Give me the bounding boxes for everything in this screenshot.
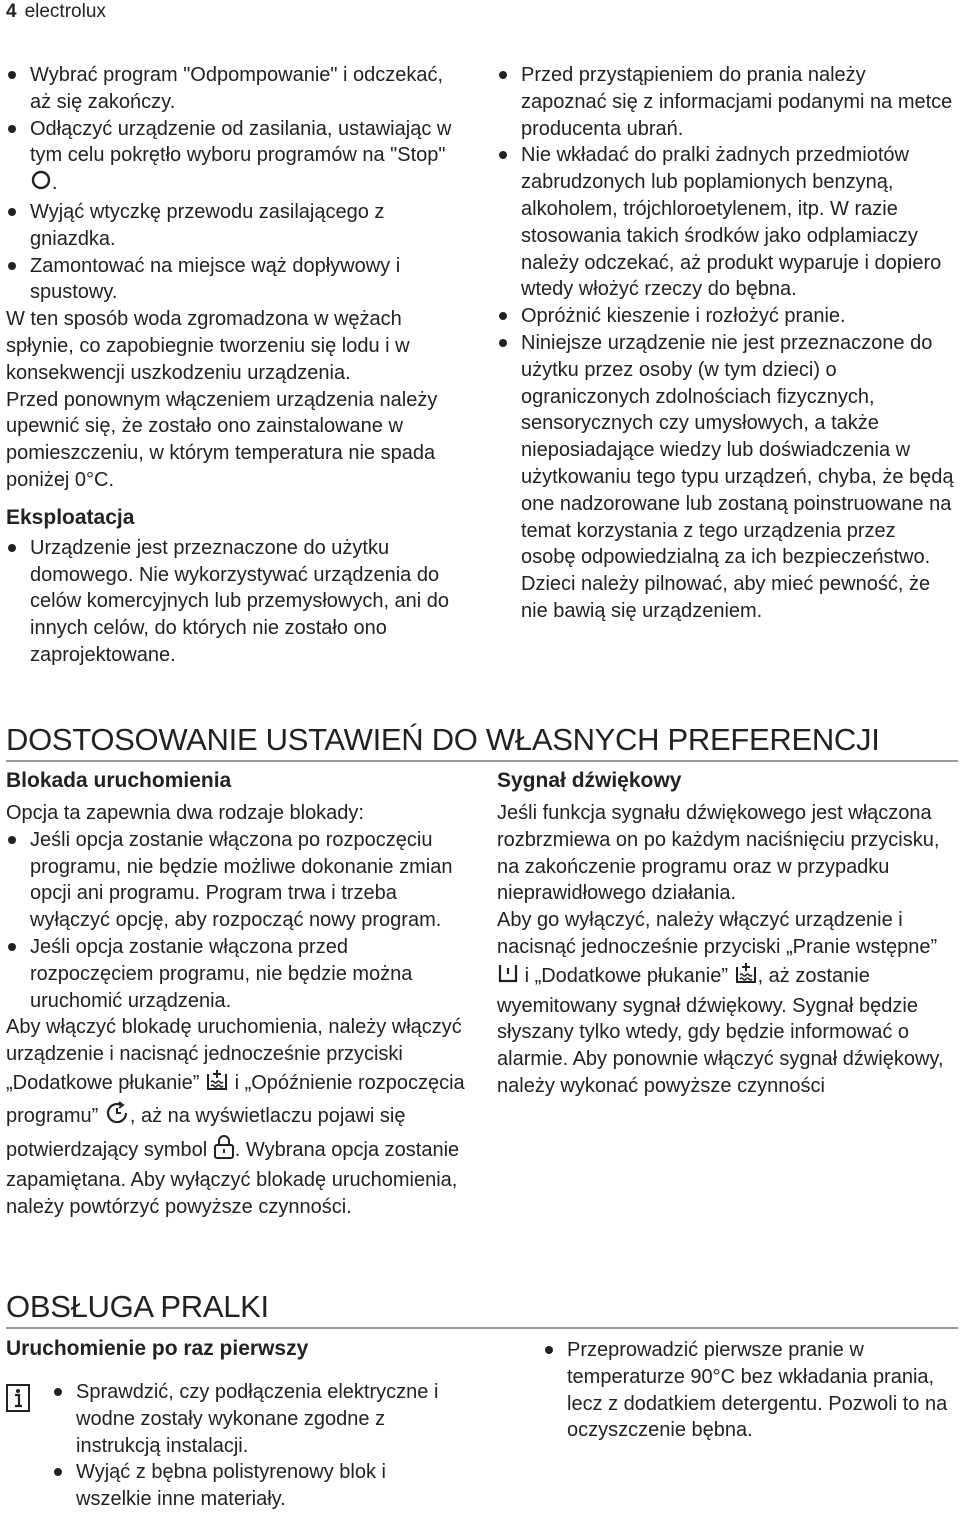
delay-start-icon [104,1100,130,1134]
list-item: Odłączyć urządzenie od zasilania, ustawiając w tym celu pokrętło wyboru programów na "Stop" . [6,116,468,199]
brand-name: electrolux [24,1,106,22]
subsection-heading: Blokada uruchomienia [6,769,232,792]
list-item: Urządzenie jest przeznaczone do użytku domowego. Nie wykorzystywać urządzenia do celów komercyjnych lub przemysłowych, ani do innych celów, do których nie zostało ono zaprojektowane. [6,535,468,669]
list-item: Jeśli opcja zostanie włączona po rozpoczęciu programu, nie będzie możliwe dokonanie zmian opcji ani programu. Program trwa i trzeba wyłączyć opcję, aby rozpocząć nowy program. [6,827,468,934]
right-column-top [497,62,955,625]
subsection-heading: Sygnał dźwiękowy [497,769,682,792]
lock-icon [213,1134,235,1168]
page-number: 4 [6,1,17,22]
page-header [6,0,106,24]
left-column-top [6,62,468,669]
paragraph: Aby go wyłączyć, należy włączyć urządzenie i nacisnąć jednocześnie przyciski „Pranie wstępne” i „Dodatkowe płukanie” , aż zostanie wyemitowany sygnał dźwiękowy. Sygnał będzie słyszany tylko wtedy, gdy będzie informować o alarmie. Aby ponownie włączyć sygnał dźwiękowy, należy wykonać powyższe czynności [497,909,944,1097]
list-item: Przed przystąpieniem do prania należy zapoznać się z informacjami podanymi na metce producenta ubrań. [497,62,955,142]
sound-column [497,768,955,1100]
stop-circle-icon [30,169,52,199]
section-divider [6,760,958,762]
list-item: Niniejsze urządzenie nie jest przeznaczone do użytku przez osoby (w tym dzieci) o ograniczonych zdolnościach fizycznych, sensorycznych czy umysłowych, a także nieposiadające wiedzy lub doświadczenia w użytkowaniu tego typu urządzeń, chyba, że będą one nadzorowane lub zostaną poinstruowane na temat korzystania z tego urządzenia przez osobę odpowiedzialną za ich bezpieczeństwo. Dzieci należy pilnować, aby mieć pewność, że nie bawią się urządzeniem. [497,330,955,625]
paragraph: W ten sposób woda zgromadzona w wężach spłynie, co zapobiegnie tworzeniu się lodu i w konsekwencji uszkodzeniu urządzenia. [6,308,410,384]
paragraph: Przed ponownym włączeniem urządzenia należy upewnić się, że zostało ono zainstalowane w pomieszczeniu, w którym temperatura nie spada poniżej 0°C. [6,388,438,491]
info-icon [6,1384,30,1417]
list-item: Wybrać program "Odpompowanie" i odczekać, aż się zakończy. [6,62,468,116]
list-item: Przeprowadzić pierwsze pranie w temperaturze 90°C bez wkładania prania, lecz z dodatkiem detergentu. Pozwoli to na oczyszczenie bębna. [543,1337,955,1444]
list-item: Opróżnić kieszenie i rozłożyć pranie. [497,303,955,330]
list-item: Zamontować na miejsce wąż dopływowy i spustowy. [6,253,468,307]
section-title: OBSŁUGA PRALKI [6,1289,269,1324]
paragraph: Opcja ta zapewnia dwa rodzaje blokady: [6,802,364,824]
lock-column [6,768,468,1221]
list-item: Nie wkładać do pralki żadnych przedmiotów zabrudzonych lub poplamionych benzyną, alkoholem, trójchloroetylenem, itp. W razie stosowania takich środków jako odplamiaczy należy odczekać, aż produkt wyparuje i dopiero wtedy włożyć rzeczy do bębna. [497,142,955,303]
extra-rinse-icon [205,1068,229,1100]
list-item: Jeśli opcja zostanie włączona przed rozpoczęciem programu, nie będzie można uruchomić urządzenia. [6,934,468,1014]
paragraph: Jeśli funkcja sygnału dźwiękowego jest włączona rozbrzmiewa on po każdym naciśnięciu przycisku, na zakończenie programu oraz w przypadku nieprawidłowego działania. [497,802,940,905]
first-use-list-right [543,1337,955,1444]
list-item: Sprawdzić, czy podłączenia elektryczne i wodne zostały wykonane zgodne z instrukcją instalacji. [52,1379,452,1459]
section-heading: Eksploatacja [6,505,135,529]
first-use-list-left [52,1379,452,1513]
paragraph: Aby włączyć blokadę uruchomienia, należy włączyć urządzenie i nacisnąć jednocześnie przyciski „Dodatkowe płukanie” i „Opóźnienie rozpoczęcia programu” , aż na wyświetlaczu pojawi się potwierdzający symbol . Wybrana opcja zostanie zapamiętana. Aby wyłączyć blokadę uruchomienia, należy powtórzyć powyższe czynności. [6,1016,465,1219]
list-item: Wyjąć wtyczkę przewodu zasilającego z gniazdka. [6,199,468,253]
prewash-icon [497,962,519,992]
section-divider [6,1327,958,1329]
subsection-heading: Uruchomienie po raz pierwszy [6,1337,309,1360]
extra-rinse-icon [734,961,758,993]
section-title: DOSTOSOWANIE USTAWIEŃ DO WŁASNYCH PREFERENCJI [6,722,880,757]
list-item: Wyjąć z bębna polistyrenowy blok i wszelkie inne materiały. [52,1459,452,1513]
